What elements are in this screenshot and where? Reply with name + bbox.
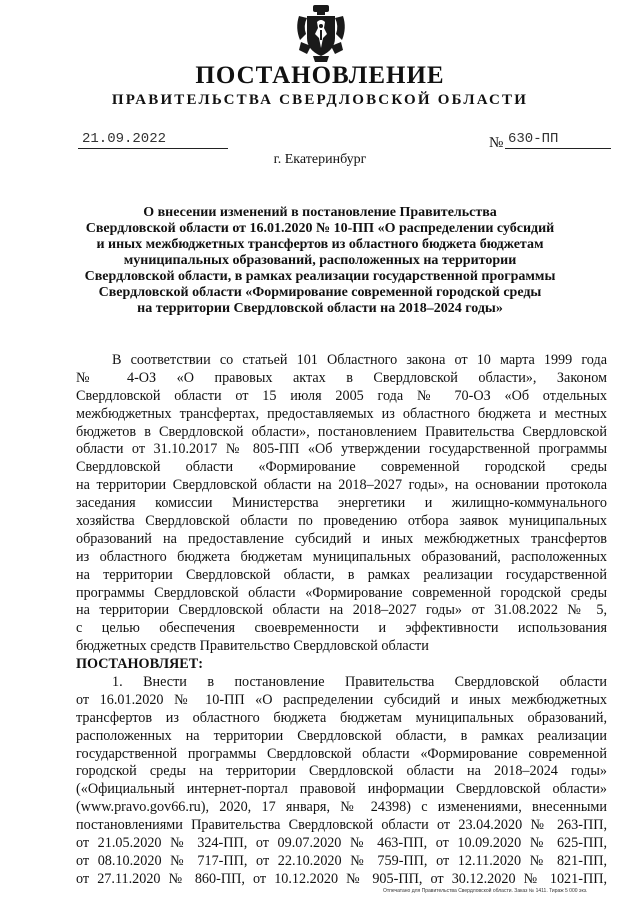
heading-line: Свердловской области, в рамках реализации государственной программы [84,269,556,284]
body-line: («Официальный интернет-портал правовой информации Свердловской области» [76,781,607,798]
body-line: расположенных на территории Свердловской области, в рамках реализации [76,727,607,744]
body-line: 1. Внести в постановление Правительства Свердловской области [112,674,607,691]
body-line: заседания комиссии Министерства энергетики и жилищно-коммунального [76,495,607,512]
body-line: на территории Свердловской области, в рамках реализации государственной [76,566,607,583]
body-line: программы Свердловской области «Формирование современной городской среды [76,584,607,601]
body-line: хозяйства Свердловской области по проведению отбора заявок муниципальных [76,513,607,530]
body-line: В соответствии со статьей 101 Областного закона от 10 марта 1999 года [112,352,607,368]
document-body [76,352,607,889]
heading-line: и иных межбюджетных трансфертов из областного бюджета бюджетам [96,237,544,252]
body-line: трансфертов из областного бюджета бюджетам муниципальных образований, [76,709,607,726]
body-line: от 08.10.2020 № 717-ПП, от 22.10.2020 № 759-ПП, от 12.11.2020 № 821-ПП, [76,852,607,869]
body-line: бюджетных средств Правительство Свердловской области [76,638,429,655]
print-footer: Отпечатано для Правительства Свердловской области. Заказ № 1411. Тираж 5 000 экз. [383,888,588,894]
body-line: государственной программы Свердловской области «Формирование современной [76,745,607,762]
heading-line: О внесении изменений в постановление Правительства [143,205,497,220]
document-subtitle: ПРАВИТЕЛЬСТВА СВЕРДЛОВСКОЙ ОБЛАСТИ [111,92,529,108]
body-line: с целью обеспечения своевременности и эффективности использования [76,620,607,637]
resolves-heading: ПОСТАНОВЛЯЕТ: [76,656,203,673]
body-line: № 4-ОЗ «О правовых актах в Свердловской области», Законом [76,369,607,386]
body-line: из областного бюджета бюджетам муниципальных образований, расположенных [76,548,607,565]
document-heading [70,205,570,317]
body-line: на территории Свердловской области на 2018–2027 годы» от 31.08.2022 № 5, [76,602,607,619]
body-line: (www.pravo.gov66.ru), 2020, 17 января, № 24398) с изменениями, внесенными [76,799,607,816]
body-line: городской среды на территории Свердловской области на 2018–2024 годы» [76,763,607,780]
heading-line: Свердловской области «Формирование современной городской среды [98,285,542,300]
number-sign: № [489,135,504,151]
document-title: ПОСТАНОВЛЕНИЕ [195,62,445,89]
document-city: г. Екатеринбург [273,152,367,167]
body-line: межбюджетных трансфертах, предоставляемых из областного бюджета и местных [76,405,607,422]
heading-line: на территории Свердловской области на 2018–2024 годы» [137,301,503,316]
body-line: от 21.05.2020 № 324-ПП, от 09.07.2020 № 463-ПП, от 10.09.2020 № 625-ПП, [76,835,607,852]
date-underline [78,148,228,149]
number-underline [505,148,611,149]
body-line: от 27.11.2020 № 860-ПП, от 10.12.2020 № 905-ПП, от 30.12.2020 № 1021-ПП, [76,870,607,887]
body-line: области от 31.10.2017 № 805-ПП «Об утверждении государственной программы [76,441,607,458]
document-number: 630-ПП [508,131,559,147]
coat-of-arms-icon [293,4,349,64]
body-line: бюджетов в Свердловской области», постановлением Правительства Свердловской [76,423,607,440]
document-date: 21.09.2022 [82,131,167,147]
body-line: на территории Свердловской области на 2018–2027 годы», на основании протокола [76,477,607,494]
body-line: образований на предоставление субсидий и иных межбюджетных трансфертов [76,530,607,547]
body-line: Свердловской области «Формирование современной городской среды [76,459,607,476]
body-line: постановлениями Правительства Свердловской области от 23.04.2020 № 263-ПП, [76,817,607,834]
heading-line: муниципальных образований, расположенных на территории [123,253,517,268]
body-line: от 16.01.2020 № 10-ПП «О распределении субсидий и иных межбюджетных [76,691,607,708]
body-line: Свердловской области от 15 июля 2005 года № 70-ОЗ «Об отдельных [76,387,607,404]
heading-line: Свердловской области от 16.01.2020 № 10-ПП «О распределении субсидий [85,221,555,236]
